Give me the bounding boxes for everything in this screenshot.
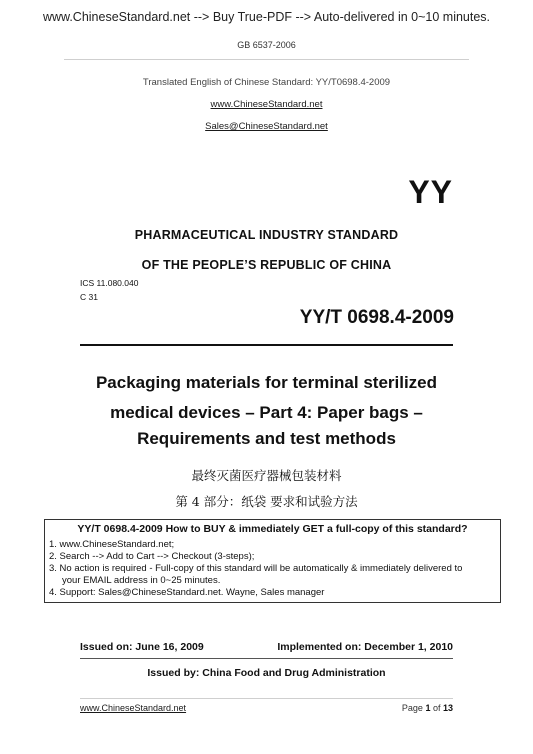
footer-website-link[interactable]: www.ChineseStandard.net xyxy=(80,703,187,713)
purchase-info-box xyxy=(44,519,501,603)
translated-note: Translated English of Chinese Standard: YY/T0698.4-2009 xyxy=(142,77,391,88)
footer-link-wrap xyxy=(80,703,186,713)
page-current: 1 xyxy=(425,703,431,713)
top-banner: www.ChineseStandard.net --> Buy True-PDF --> Auto-delivered in 0~10 minutes. xyxy=(42,10,491,24)
purchase-step-3: 3. No action is required - Full-copy of this standard will be automatically & immediately delivered to xyxy=(49,563,463,574)
purchase-step-3-continued: your EMAIL address in 0~25 minutes. xyxy=(62,575,221,586)
title-line-2: medical devices – Part 4: Paper bags – xyxy=(110,403,423,422)
industry-standard-heading: PHARMACEUTICAL INDUSTRY STANDARD xyxy=(134,228,399,242)
header-divider xyxy=(64,59,469,60)
classification-code: C 31 xyxy=(80,292,98,302)
purchase-step-2: 2. Search --> Add to Cart --> Checkout (3-steps); xyxy=(49,551,255,562)
standard-number: YY/T 0698.4-2009 xyxy=(299,307,454,328)
country-heading: OF THE PEOPLE’S REPUBLIC OF CHINA xyxy=(141,258,392,272)
page-of: of xyxy=(430,703,443,713)
footer-divider xyxy=(80,698,453,699)
email-link[interactable]: Sales@ChineseStandard.net xyxy=(205,121,328,132)
issued-date: Issued on: June 16, 2009 xyxy=(80,641,204,653)
purchase-box-title: YY/T 0698.4-2009 How to BUY & immediately GET a full-copy of this standard? xyxy=(77,523,468,535)
implemented-date: Implemented on: December 1, 2010 xyxy=(277,641,453,653)
chinese-title-line-2: 第 4 部分：纸袋 要求和试验方法 xyxy=(175,494,358,509)
title-line-1: Packaging materials for terminal sterilized xyxy=(95,373,438,392)
purchase-step-4: 4. Support: Sales@ChineseStandard.net. Wayne, Sales manager xyxy=(49,587,325,598)
title-line-3: Requirements and test methods xyxy=(137,429,396,448)
dates-divider xyxy=(80,658,453,659)
page-total: 13 xyxy=(442,703,453,713)
issuing-authority: Issued by: China Food and Drug Administration xyxy=(147,667,386,679)
page-label: Page xyxy=(401,703,426,713)
website-link[interactable]: www.ChineseStandard.net xyxy=(210,99,323,110)
standard-number-rule xyxy=(80,344,453,346)
gb-code: GB 6537-2006 xyxy=(237,40,296,50)
purchase-step-1: 1. www.ChineseStandard.net; xyxy=(49,539,175,550)
email-link-wrap xyxy=(0,121,533,132)
chinese-title-line-1: 最终灭菌医疗器械包装材料 xyxy=(191,468,342,483)
website-link-wrap xyxy=(0,99,533,110)
ics-code: ICS 11.080.040 xyxy=(80,278,139,288)
page-indicator xyxy=(300,703,453,713)
standard-mark: YY xyxy=(408,174,453,210)
